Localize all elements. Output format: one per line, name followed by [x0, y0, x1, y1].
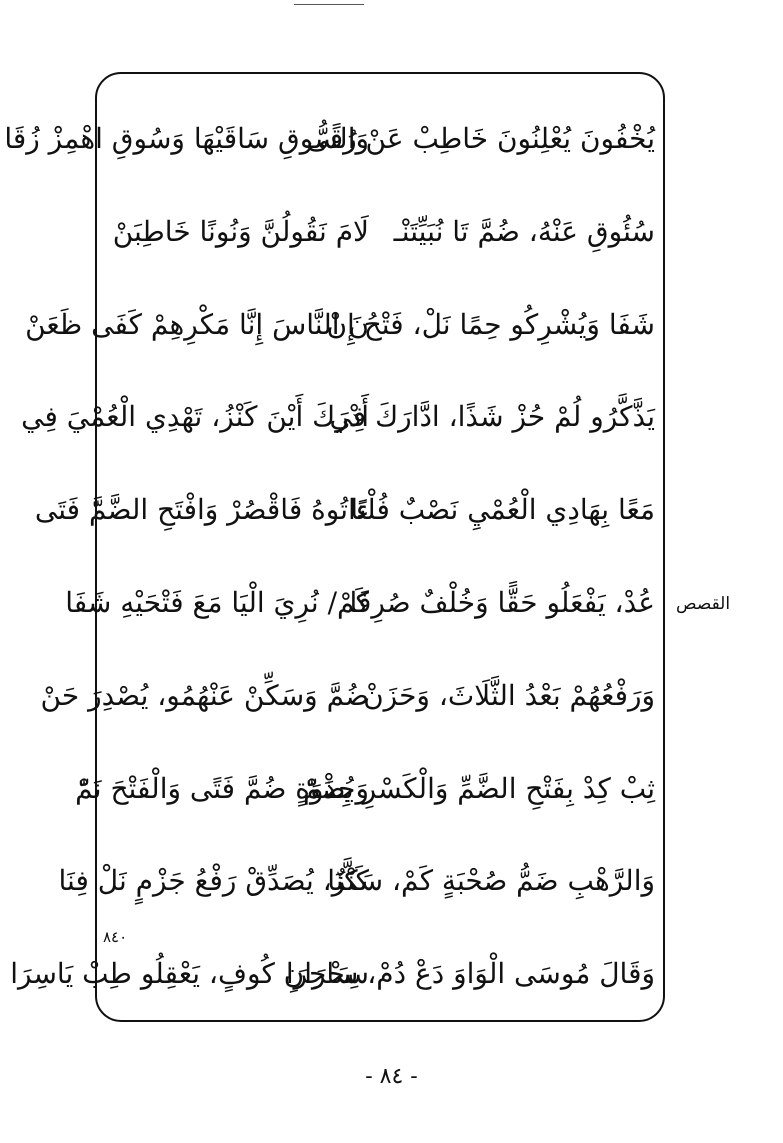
verse-4	[21, 365, 665, 458]
verse-8-second-hemistich: وَجِذْوَةٍ ضُمَّ فَتًى وَالْفَتْحَ نَمّْ	[75, 771, 369, 805]
verse-3	[25, 273, 665, 366]
verse-1-second-hemistich: وَالسُّوقِ سَاقَيْهَا وَسُوقِ اهْمِزْ زُقَا	[4, 122, 369, 155]
verse-2	[95, 180, 665, 273]
verse-6	[65, 551, 665, 644]
verse-10-second-hemistich: سِحْرَانِ كُوفٍ، يَعْقِلُو طِبْ يَاسِرَا	[10, 957, 369, 991]
verse-7-first-hemistich: وَرَفْعُهُمْ بَعْدُ الثَّلَاثَ، وَحَزَنْ	[363, 678, 655, 712]
verse-3-first-hemistich: شَفَا وَيُشْرِكُو حِمًا نَلْ، فَتْحُ إِنْ	[326, 307, 655, 341]
verse-2-first-hemistich: سُئُوقِ عَنْهُ، ضُمَّ تَا نُبَيِّتَنْـ	[393, 214, 655, 248]
top-rule	[294, 4, 364, 5]
verse-1-first-hemistich: يُخْفُونَ يُعْلِنُونَ خَاطِبْ عَنْ رُقًى	[306, 122, 655, 155]
page-number: - ٨٤ -	[365, 1064, 418, 1089]
verse-7	[40, 644, 665, 737]
verse-6-first-hemistich: عُدْ، يَفْعَلُو حَقًّا وَخُلْفٌ صُرِفَا	[349, 585, 655, 619]
verse-5-second-hemistich: ءَاتُوهُ فَاقْصُرْ وَافْتَحِ الضَّمَّ فَتَى	[34, 493, 369, 527]
surah-margin-note: القصص	[676, 594, 731, 614]
verse-9-first-hemistich: وَالرَّهْبِ ضَمُّ صُحْبَةٍ كَمْ، سَكَّنَا	[327, 864, 655, 898]
verse-3-second-hemistich: نَ النَّاسَ إِنَّا مَكْرِهِمْ كَفَى ظَعَنْ	[25, 307, 369, 341]
verse-8	[75, 737, 665, 830]
verse-4-second-hemistich: أَدْرَكَ أَيْنَ كَنْزُ، تَهْدِي الْعُمْيَ فِي	[21, 400, 369, 434]
verse-4-first-hemistich: يَذَّكَّرُو لُمْ حُزْ شَذًا، ادَّارَكَ فِي	[329, 400, 655, 434]
verse-2-second-hemistich: لَامَ نَقُولُنَّ وَنُونًا خَاطِبَنْ	[112, 214, 369, 248]
verse-8-first-hemistich: ثِبْ كِدْ بِفَتْحِ الضَّمِّ وَالْكَسْرِ يُضَمّْ	[303, 771, 655, 805]
verse-9-second-hemistich: كَنْزٌ، يُصَدِّقْ رَفْعُ جَزْمٍ نَلْ فِنَا	[58, 864, 369, 898]
verse-1	[4, 87, 665, 180]
verse-6-second-hemistich: كَمْ/ نُرِيَ الْيَا مَعَ فَتْحَيْهِ شَفَا	[65, 585, 369, 619]
verse-7-second-hemistich: ضُمَّ وَسَكِّنْ عَنْهُمُو، يُصْدِرَ حَنْ	[40, 678, 369, 712]
verse-number: ٨٤٠	[103, 928, 128, 946]
verse-5	[34, 458, 665, 551]
verse-5-first-hemistich: مَعًا بِهَادِي الْعُمْيِ نَصْبٌ فُلْتَا	[350, 493, 655, 527]
verse-10-first-hemistich: وَقَالَ مُوسَى الْوَاوَ دَعْ دُمْ، سَاحِرَا	[285, 957, 655, 991]
verse-9	[58, 829, 665, 922]
verse-10	[10, 922, 665, 1015]
poem-verses	[4, 87, 665, 1015]
